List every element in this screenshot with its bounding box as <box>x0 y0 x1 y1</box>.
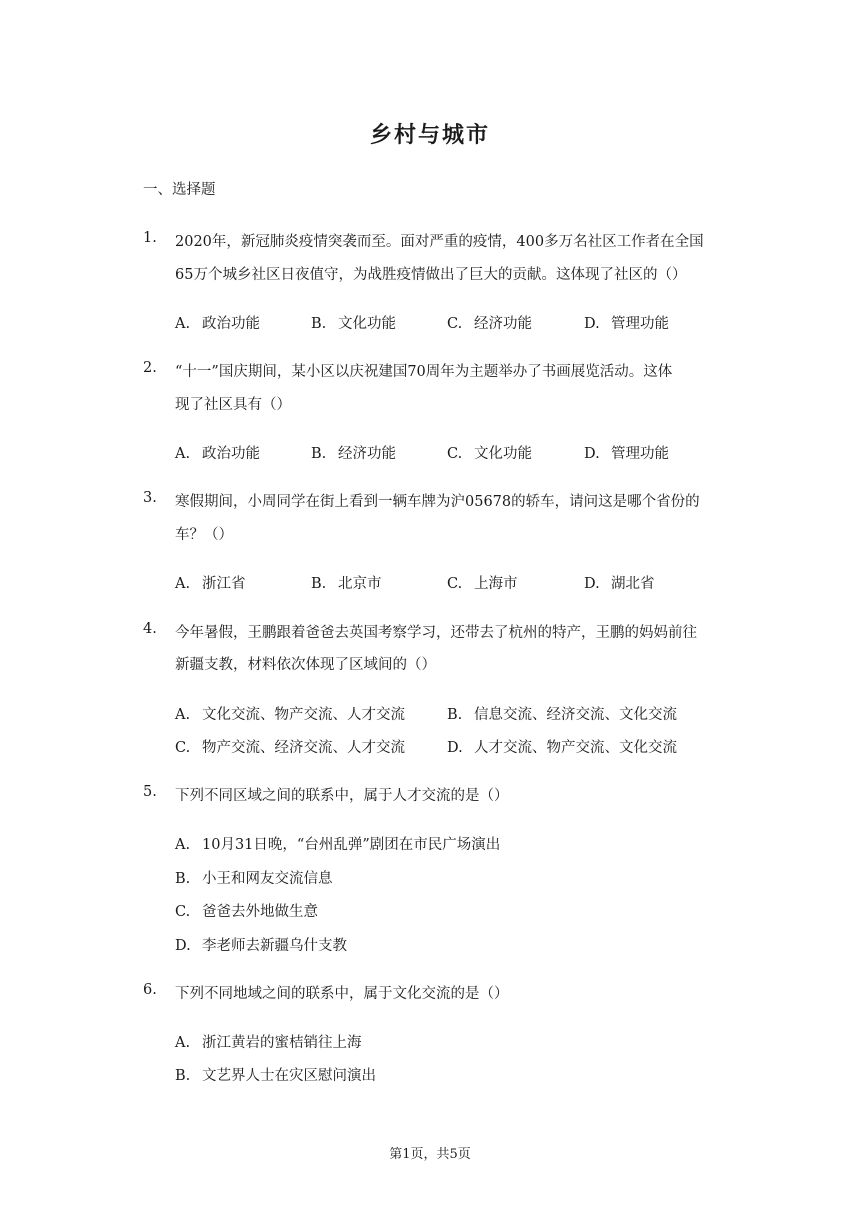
page-title: 乡村与城市 <box>369 122 490 148</box>
question-number: 2. <box>143 360 157 376</box>
question-number: 5. <box>143 784 157 800</box>
option-letter: D. <box>584 316 600 332</box>
option-b <box>311 442 396 463</box>
option-d <box>584 572 655 593</box>
option-letter: B. <box>447 707 463 723</box>
option-text: 政治功能 <box>202 316 260 332</box>
option-a <box>175 312 260 333</box>
option-text: 文化功能 <box>474 446 532 462</box>
question-number: 1. <box>143 230 157 246</box>
option-letter: D. <box>584 446 600 462</box>
option-text: 人才交流、物产交流、文化交流 <box>474 740 677 756</box>
option-text: 爸爸去外地做生意 <box>202 904 318 920</box>
question-number: 4. <box>143 621 157 637</box>
option-text: 文艺界人士在灾区慰问演出 <box>202 1068 376 1084</box>
option-text: 经济功能 <box>474 316 532 332</box>
option-text: 浙江黄岩的蜜桔销往上海 <box>202 1035 362 1051</box>
option-c <box>175 900 318 921</box>
option-letter: C. <box>175 904 191 920</box>
option-letter: D. <box>447 740 463 756</box>
question-number: 3. <box>143 490 157 506</box>
option-a <box>175 833 500 854</box>
option-d <box>584 442 669 463</box>
option-d <box>584 312 669 333</box>
option-text: 经济功能 <box>338 446 396 462</box>
question-text: “十一”国庆期间，某小区以庆祝建国70周年为主题举办了书画展览活动。这体 <box>175 364 673 380</box>
option-letter: C. <box>175 740 191 756</box>
option-text: 管理功能 <box>611 316 669 332</box>
section-heading: 一、选择题 <box>143 182 216 198</box>
option-letter: B. <box>311 446 327 462</box>
option-text: 小王和网友交流信息 <box>202 871 333 887</box>
question-text: 今年暑假，王鹏跟着爸爸去英国考察学习，还带去了杭州的特产，王鹏的妈妈前往 <box>175 625 697 641</box>
question-text: 寒假期间，小周同学在街上看到一辆车牌为沪05678的轿车，请问这是哪个省份的 <box>175 494 700 510</box>
option-text: 管理功能 <box>611 446 669 462</box>
option-letter: C. <box>447 446 463 462</box>
option-c <box>447 312 532 333</box>
option-letter: B. <box>175 871 191 887</box>
question-text: 新疆支教，材料依次体现了区域间的（） <box>175 657 436 673</box>
option-letter: C. <box>447 576 463 592</box>
option-text: 信息交流、经济交流、文化交流 <box>474 707 677 723</box>
question-number: 6. <box>143 982 157 998</box>
option-letter: A. <box>175 576 191 592</box>
question-text: 现了社区具有（） <box>175 397 291 413</box>
option-c <box>447 572 518 593</box>
option-a <box>175 1031 362 1052</box>
question-text: 车？（） <box>175 527 233 543</box>
option-letter: B. <box>311 316 327 332</box>
option-text: 10月31日晚，“台州乱弹”剧团在市民广场演出 <box>202 837 501 853</box>
option-letter: A. <box>175 707 191 723</box>
option-b <box>311 572 382 593</box>
option-letter: C. <box>447 316 463 332</box>
option-text: 北京市 <box>338 576 382 592</box>
option-b <box>175 1064 376 1085</box>
option-letter: A. <box>175 1035 191 1051</box>
option-b <box>447 703 677 724</box>
page-footer: 第1页，共5页 <box>389 1147 471 1162</box>
option-text: 政治功能 <box>202 446 260 462</box>
option-text: 上海市 <box>474 576 518 592</box>
option-c <box>447 442 532 463</box>
option-text: 浙江省 <box>202 576 246 592</box>
option-letter: B. <box>311 576 327 592</box>
question-text: 下列不同区域之间的联系中，属于人才交流的是（） <box>175 788 509 804</box>
option-b <box>175 867 333 888</box>
option-a <box>175 703 405 724</box>
option-text: 文化交流、物产交流、人才交流 <box>202 707 405 723</box>
option-letter: B. <box>175 1068 191 1084</box>
option-letter: A. <box>175 446 191 462</box>
question-text: 2020年，新冠肺炎疫情突袭而至。面对严重的疫情，400多万名社区工作者在全国 <box>175 234 704 250</box>
option-text: 李老师去新疆乌什支教 <box>202 938 347 954</box>
option-letter: A. <box>175 837 191 853</box>
option-text: 物产交流、经济交流、人才交流 <box>202 740 405 756</box>
option-letter: D. <box>175 938 191 954</box>
option-letter: A. <box>175 316 191 332</box>
option-d <box>175 934 347 955</box>
option-text: 文化功能 <box>338 316 396 332</box>
option-b <box>311 312 396 333</box>
option-c <box>175 736 405 757</box>
question-text: 65万个城乡社区日夜值守，为战胜疫情做出了巨大的贡献。这体现了社区的（） <box>175 267 687 283</box>
option-d <box>447 736 677 757</box>
option-a <box>175 442 260 463</box>
option-a <box>175 572 246 593</box>
option-letter: D. <box>584 576 600 592</box>
question-text: 下列不同地域之间的联系中，属于文化交流的是（） <box>175 986 509 1002</box>
option-text: 湖北省 <box>611 576 655 592</box>
